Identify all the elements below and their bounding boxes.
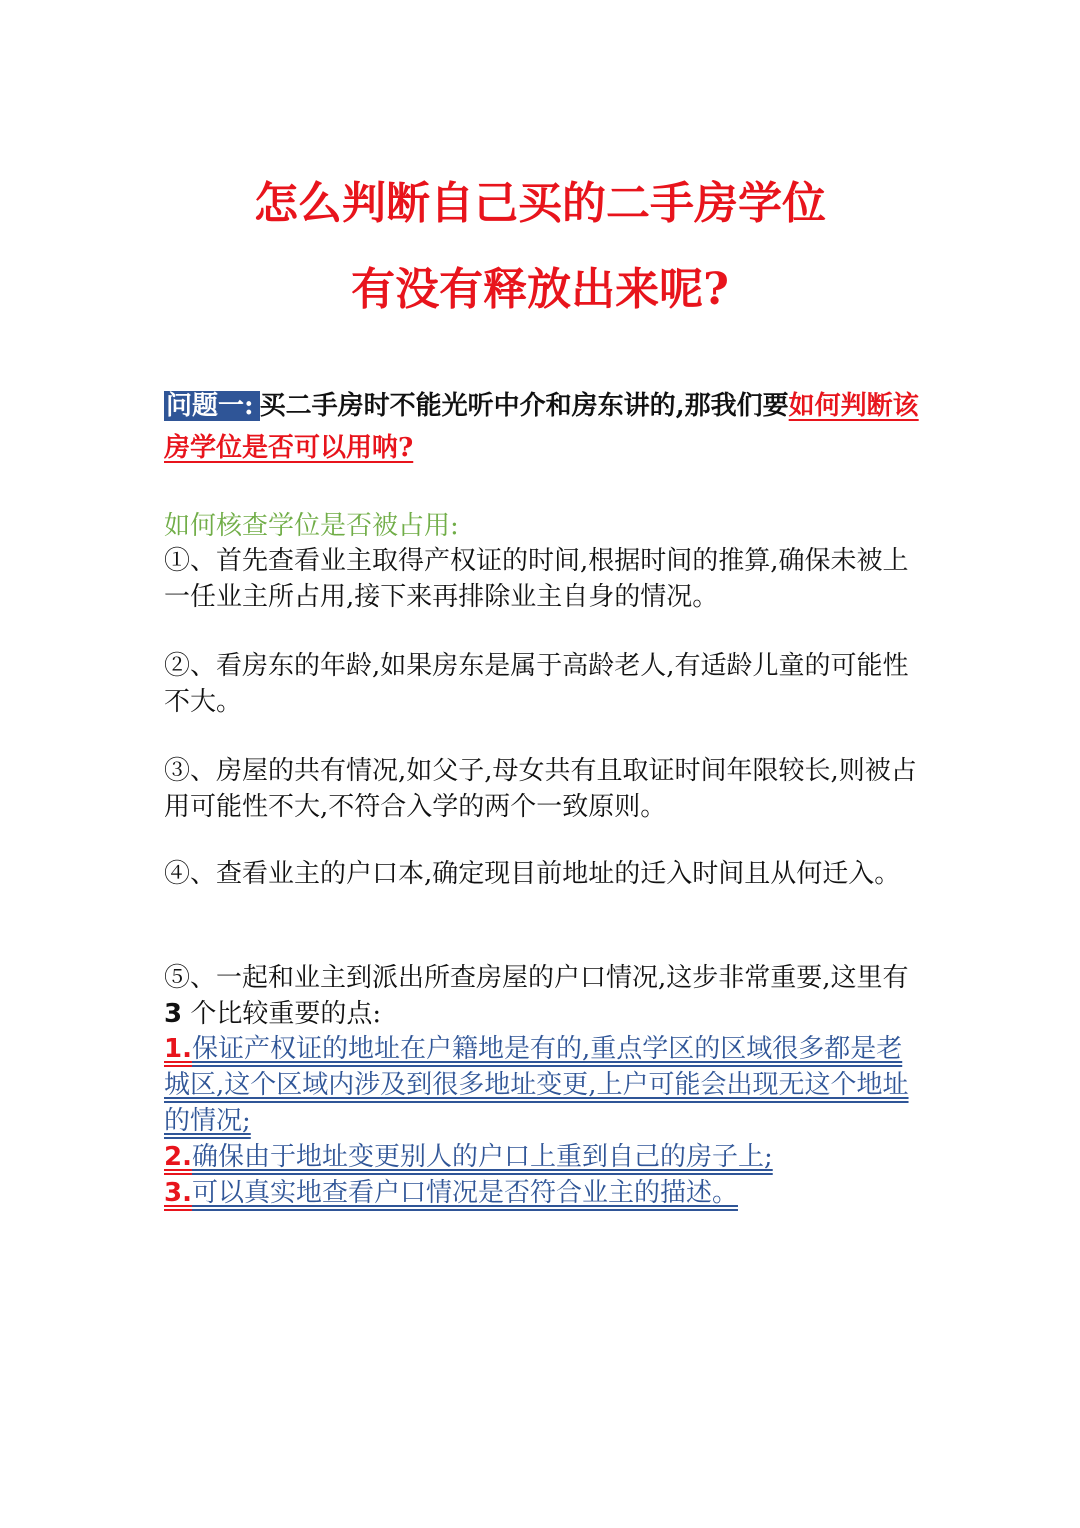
- key-points-list: [164, 1031, 924, 1211]
- key-point-3: [164, 1175, 924, 1211]
- key-point-2: [164, 1139, 924, 1175]
- step-4: ④、查看业主的户口本,确定现目前地址的迁入时间且从何迁入。: [164, 859, 901, 889]
- key-point-number: 2.: [164, 1142, 192, 1172]
- key-point-text: 可以真实地查看户口情况是否符合业主的描述。: [191, 1178, 738, 1208]
- key-point-text: 确保由于地址变更别人的户口上重到自己的房子上;: [191, 1142, 773, 1172]
- question-one: [164, 385, 924, 469]
- key-point-number: 3.: [164, 1178, 192, 1208]
- step-5-count: 3: [164, 999, 183, 1029]
- step-5-post: 个比较重要的点:: [182, 999, 382, 1029]
- key-point-1: [164, 1031, 924, 1139]
- title-line-2: 有没有释放出来呢?: [351, 264, 729, 315]
- step-2: ②、看房东的年龄,如果房东是属于高龄老人,有适龄儿童的可能性不大。: [164, 651, 909, 717]
- question-text: 买二手房时不能光听中介和房东讲的,那我们要: [259, 391, 789, 421]
- question-label: 问题一:: [164, 391, 260, 421]
- key-point-text: 保证产权证的地址在户籍地是有的,重点学区的区域很多都是老城区,这个区域内涉及到很多地址变更,上户可能会出现无这个地址的情况;: [164, 1034, 909, 1136]
- step-1: ①、首先查看业主取得产权证的时间,根据时间的推算,确保未被上一任业主所占用,接下来再排除业主自身的情况。: [164, 546, 909, 612]
- key-point-number: 1.: [164, 1034, 192, 1064]
- step-5-pre: ⑤、一起和业主到派出所查房屋的户口情况,这步非常重要,这里有: [164, 963, 909, 993]
- question-highlight: 如何判断该房学位是否可以用呐?: [164, 391, 919, 463]
- step-5: [164, 960, 924, 1032]
- subheading: 如何核查学位是否被占用:: [164, 511, 459, 541]
- title-line-1: 怎么判断自己买的二手房学位: [254, 178, 826, 229]
- step-3: ③、房屋的共有情况,如父子,母女共有且取证时间年限较长,则被占用可能性不大,不符合入学的两个一致原则。: [164, 756, 917, 822]
